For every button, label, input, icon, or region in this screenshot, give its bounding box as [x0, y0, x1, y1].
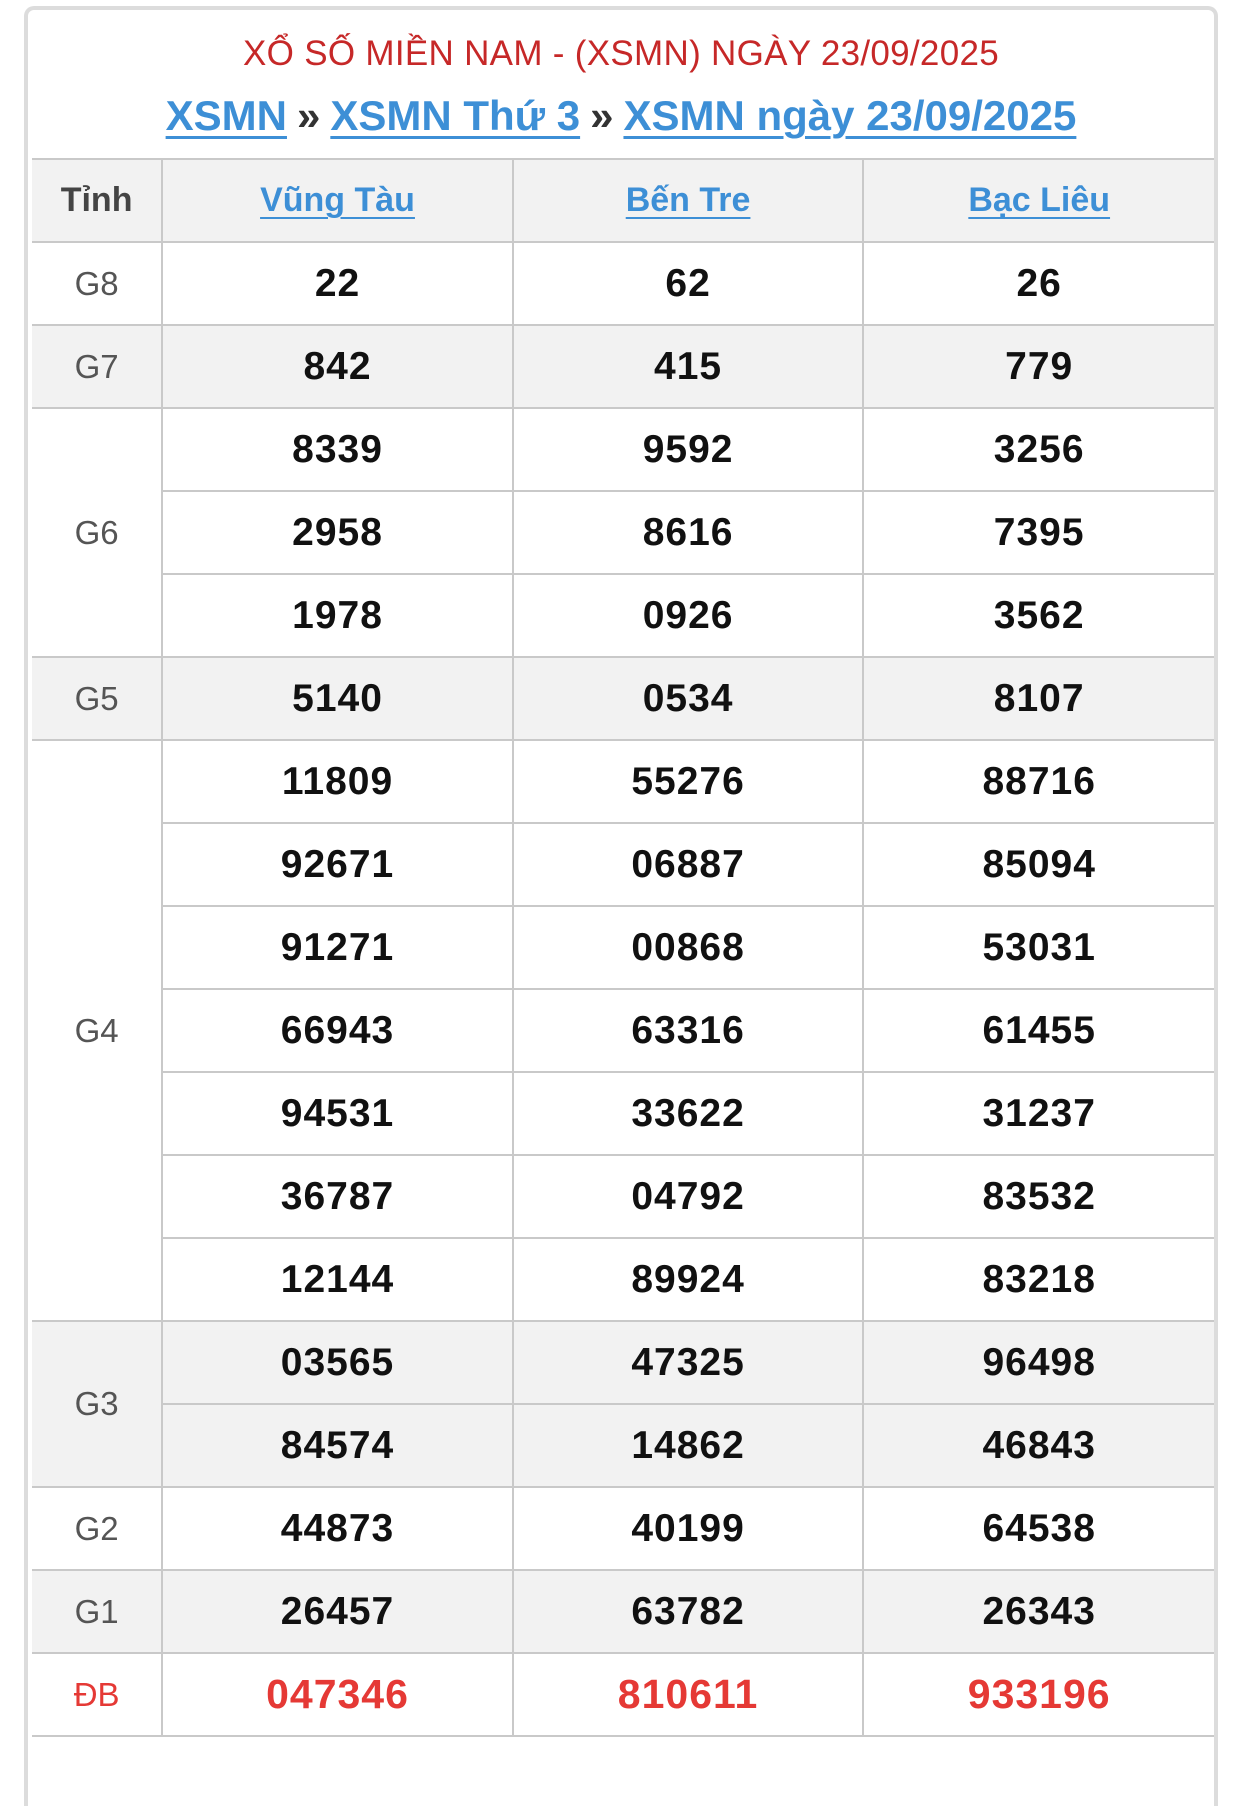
table-row [32, 1321, 1214, 1404]
prize-number: 26457 [162, 1570, 513, 1653]
table-row [32, 657, 1214, 740]
special-prize-number: 933196 [863, 1653, 1214, 1736]
page-title: XỔ SỐ MIỀN NAM - (XSMN) NGÀY 23/09/2025 [243, 34, 999, 73]
table-row [32, 1072, 1214, 1155]
prize-number: 55276 [513, 740, 864, 823]
prize-number: 88716 [863, 740, 1214, 823]
prize-number: 96498 [863, 1321, 1214, 1404]
prize-number: 92671 [162, 823, 513, 906]
prize-label: G8 [32, 242, 162, 325]
province-link-vung-tau[interactable]: Vũng Tàu [260, 181, 415, 219]
prize-label: G5 [32, 657, 162, 740]
prize-number: 5140 [162, 657, 513, 740]
column-header-province: Tỉnh [32, 159, 162, 242]
table-row [32, 1653, 1214, 1736]
prize-number: 26343 [863, 1570, 1214, 1653]
table-row [32, 1570, 1214, 1653]
prize-number: 66943 [162, 989, 513, 1072]
breadcrumb-separator: » [590, 92, 614, 139]
table-header-row [32, 159, 1214, 242]
prize-number: 11809 [162, 740, 513, 823]
table-row [32, 906, 1214, 989]
table-row [32, 1238, 1214, 1321]
prize-number: 22 [162, 242, 513, 325]
province-link-bac-lieu[interactable]: Bạc Liêu [968, 181, 1111, 219]
prize-number: 9592 [513, 408, 864, 491]
table-row [32, 1487, 1214, 1570]
prize-number: 61455 [863, 989, 1214, 1072]
breadcrumb-separator: » [296, 92, 321, 139]
prize-number: 63782 [513, 1570, 864, 1653]
prize-number: 26 [863, 242, 1214, 325]
table-row [32, 574, 1214, 657]
breadcrumb-link-xsmn[interactable]: XSMN [165, 92, 287, 139]
prize-label: G2 [32, 1487, 162, 1570]
prize-number: 0534 [513, 657, 864, 740]
prize-number: 47325 [513, 1321, 864, 1404]
table-row [32, 740, 1214, 823]
prize-number: 04792 [513, 1155, 864, 1238]
prize-label: G1 [32, 1570, 162, 1653]
table-row [32, 491, 1214, 574]
special-prize-number: 810611 [513, 1653, 864, 1736]
prize-number: 12144 [162, 1238, 513, 1321]
breadcrumb-link-xsmn-date[interactable]: XSMN ngày 23/09/2025 [623, 92, 1077, 139]
prize-label: ĐB [32, 1653, 162, 1736]
prize-number: 83532 [863, 1155, 1214, 1238]
prize-number: 0926 [513, 574, 864, 657]
table-row [32, 823, 1214, 906]
prize-label: G7 [32, 325, 162, 408]
prize-number: 89924 [513, 1238, 864, 1321]
table-row [32, 325, 1214, 408]
prize-number: 8339 [162, 408, 513, 491]
prize-label: G6 [32, 408, 162, 657]
results-body [32, 242, 1214, 1736]
prize-label: G4 [32, 740, 162, 1321]
prize-number: 62 [513, 242, 864, 325]
prize-number: 3256 [863, 408, 1214, 491]
results-card [24, 6, 1218, 1806]
prize-number: 842 [162, 325, 513, 408]
prize-number: 46843 [863, 1404, 1214, 1487]
column-header-bac-lieu[interactable] [863, 159, 1214, 242]
prize-number: 1978 [162, 574, 513, 657]
prize-number: 85094 [863, 823, 1214, 906]
prize-number: 44873 [162, 1487, 513, 1570]
prize-number: 03565 [162, 1321, 513, 1404]
prize-label: G3 [32, 1321, 162, 1487]
results-table [32, 158, 1214, 1737]
prize-number: 06887 [513, 823, 864, 906]
prize-number: 84574 [162, 1404, 513, 1487]
prize-number: 00868 [513, 906, 864, 989]
province-link-ben-tre[interactable]: Bến Tre [625, 181, 751, 219]
table-row [32, 408, 1214, 491]
column-header-ben-tre[interactable] [513, 159, 864, 242]
table-row [32, 1404, 1214, 1487]
prize-number: 36787 [162, 1155, 513, 1238]
prize-number: 83218 [863, 1238, 1214, 1321]
table-row [32, 989, 1214, 1072]
prize-number: 91271 [162, 906, 513, 989]
prize-number: 3562 [863, 574, 1214, 657]
prize-number: 64538 [863, 1487, 1214, 1570]
prize-number: 8107 [863, 657, 1214, 740]
breadcrumb-link-xsmn-thu-3[interactable]: XSMN Thứ 3 [330, 92, 581, 139]
breadcrumb [28, 92, 1214, 140]
special-prize-number: 047346 [162, 1653, 513, 1736]
prize-number: 8616 [513, 491, 864, 574]
prize-number: 31237 [863, 1072, 1214, 1155]
column-header-vung-tau[interactable] [162, 159, 513, 242]
table-row [32, 1155, 1214, 1238]
prize-number: 415 [513, 325, 864, 408]
prize-number: 779 [863, 325, 1214, 408]
prize-number: 94531 [162, 1072, 513, 1155]
prize-number: 2958 [162, 491, 513, 574]
prize-number: 63316 [513, 989, 864, 1072]
prize-number: 53031 [863, 906, 1214, 989]
results-header [28, 10, 1214, 160]
prize-number: 7395 [863, 491, 1214, 574]
table-row [32, 242, 1214, 325]
prize-number: 40199 [513, 1487, 864, 1570]
prize-number: 33622 [513, 1072, 864, 1155]
prize-number: 14862 [513, 1404, 864, 1487]
